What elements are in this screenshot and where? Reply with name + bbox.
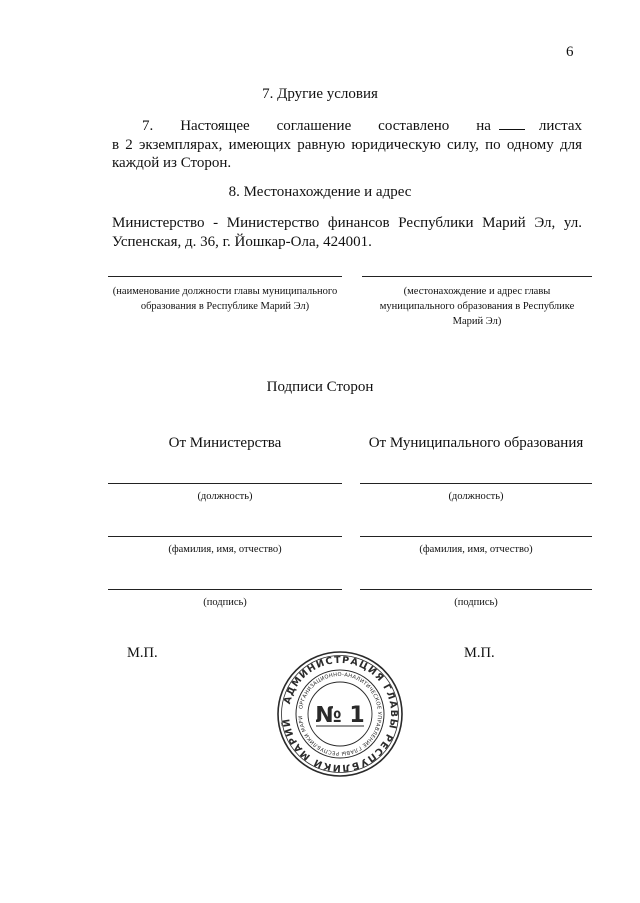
municipality-stamp-place: М.П. xyxy=(464,645,495,661)
sheet-count-blank xyxy=(499,117,525,130)
municipality-position-line xyxy=(360,483,592,484)
ministry-signature-caption: (подпись) xyxy=(203,597,247,608)
section-7-first-line xyxy=(112,117,582,136)
position-title-caption: (наименование должности главы муниципального образования в Республике Марий Эл) xyxy=(112,286,338,312)
address-caption: (местонахождение и адрес главы муниципального образования в Республике Марий Эл) xyxy=(379,286,575,327)
section-7-lead: 7. Настоящее соглашение составлено на xyxy=(142,118,491,134)
seal-inner-text: ОРГАНИЗАЦИОННО-АНАЛИТИЧЕСКОЕ УПРАВЛЕНИЕ ГЛАВЫ РЕСПУБЛИКИ МАРИ xyxy=(297,671,383,757)
ministry-stamp-place: М.П. xyxy=(127,645,158,661)
seal-number: № 1 xyxy=(315,703,365,728)
ministry-column-title: От Министерства xyxy=(168,435,282,451)
municipality-signature-caption: (подпись) xyxy=(454,597,498,608)
ministry-name-caption: (фамилия, имя, отчество) xyxy=(168,544,282,555)
page-number: 6 xyxy=(566,44,574,60)
signatures-heading: Подписи Сторон xyxy=(266,379,374,395)
section-7-text xyxy=(112,117,582,173)
section-7-heading: 7. Другие условия xyxy=(262,86,378,102)
municipality-column-title: От Муниципального образования xyxy=(368,435,584,451)
section-8-heading: 8. Местонахождение и адрес xyxy=(228,184,412,200)
municipality-name-line xyxy=(360,536,592,537)
section-7-after-blank: листах xyxy=(538,118,582,134)
ministry-name-line xyxy=(108,536,342,537)
address-line xyxy=(362,276,592,277)
seal-graphic xyxy=(276,650,404,778)
ministry-position-line xyxy=(108,483,342,484)
official-seal xyxy=(276,650,404,778)
ministry-signature-line xyxy=(108,589,342,590)
section-8-text: Министерство - Министерство финансов Республики Марий Эл, ул. Успенская, д. 36, г. Йошкар-Ола, 424001. xyxy=(112,215,582,250)
section-7-rest: в 2 экземплярах, имеющих равную юридическую силу, по одному для каждой из Сторон. xyxy=(112,136,582,171)
municipality-signature-line xyxy=(360,589,592,590)
ministry-position-caption: (должность) xyxy=(197,491,253,502)
municipality-position-caption: (должность) xyxy=(448,491,504,502)
seal-outer-text: АДМИНИСТРАЦИЯ ГЛАВЫ РЕСПУБЛИКИ МАРИЙ xyxy=(281,654,400,774)
position-title-line xyxy=(108,276,342,277)
municipality-name-caption: (фамилия, имя, отчество) xyxy=(419,544,533,555)
